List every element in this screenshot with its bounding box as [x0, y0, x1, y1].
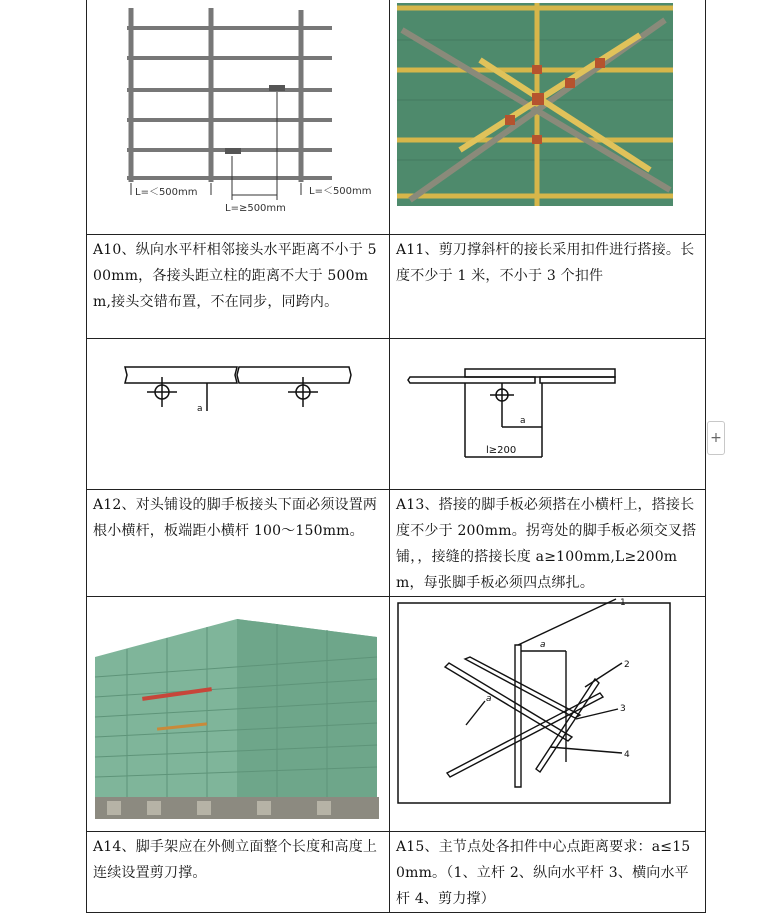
label-a: a — [520, 416, 526, 426]
table-row — [87, 490, 706, 597]
building-scaffold-photo — [87, 597, 389, 827]
table-row — [87, 597, 706, 832]
callout-4: 4 — [624, 750, 630, 760]
spec-table — [86, 0, 706, 913]
lap-joint-diagram — [390, 339, 705, 485]
table-row — [87, 339, 706, 490]
caption-a14: A14、脚手架应在外侧立面整个长度和高度上连续设置剪刀撑。 — [87, 832, 390, 913]
label-a-top: a — [540, 640, 546, 650]
label-right: L=＜500mm — [309, 186, 372, 197]
label-left: L=＜500mm — [135, 187, 198, 198]
joint-spacing-diagram — [87, 0, 389, 230]
label-middle: L=≥500mm — [225, 203, 286, 214]
butt-joint-diagram — [87, 339, 389, 485]
caption-a15: A15、主节点处各扣件中心点距离要求：a≤150mm。（1、立杆 2、纵向水平杆 3、横向水平杆 4、剪力撑） — [390, 832, 706, 913]
callout-3: 3 — [620, 704, 626, 714]
figure-a13 — [390, 339, 706, 490]
label-a: a — [197, 404, 203, 414]
caption-a11: A11、剪刀撑斜杆的接长采用扣件进行搭接。长度不少于 1 米，不小于 3 个扣件 — [390, 235, 706, 339]
label-l: l≥200 — [486, 445, 517, 456]
figure-a12 — [87, 339, 390, 490]
label-a-left: a — [486, 694, 492, 704]
caption-a13: A13、搭接的脚手板必须搭在小横杆上，搭接长度不少于 200mm。拐弯处的脚手板必须交叉搭铺，，接缝的搭接长度 a≥100mm,L≥200mm，每张脚手板必须四点绑扎。 — [390, 490, 706, 597]
figure-a10 — [87, 0, 390, 235]
table-row — [87, 0, 706, 235]
callout-1: 1 — [620, 598, 626, 608]
callout-2: 2 — [624, 660, 630, 670]
table-row — [87, 832, 706, 913]
table-row — [87, 235, 706, 339]
caption-a10: A10、纵向水平杆相邻接头水平距离不小于 500mm，各接头距立柱的距离不大于 500mm,接头交错布置，不在同步，同跨内。 — [87, 235, 390, 339]
main-node-diagram — [390, 597, 705, 827]
figure-a15 — [390, 597, 706, 832]
scissor-brace-photo — [390, 0, 705, 230]
figure-a11 — [390, 0, 706, 235]
caption-a12: A12、对头铺设的脚手板接头下面必须设置两根小横杆，板端距小横杆 100～150mm。 — [87, 490, 390, 597]
figure-a14 — [87, 597, 390, 832]
expand-button[interactable]: + — [707, 421, 725, 455]
